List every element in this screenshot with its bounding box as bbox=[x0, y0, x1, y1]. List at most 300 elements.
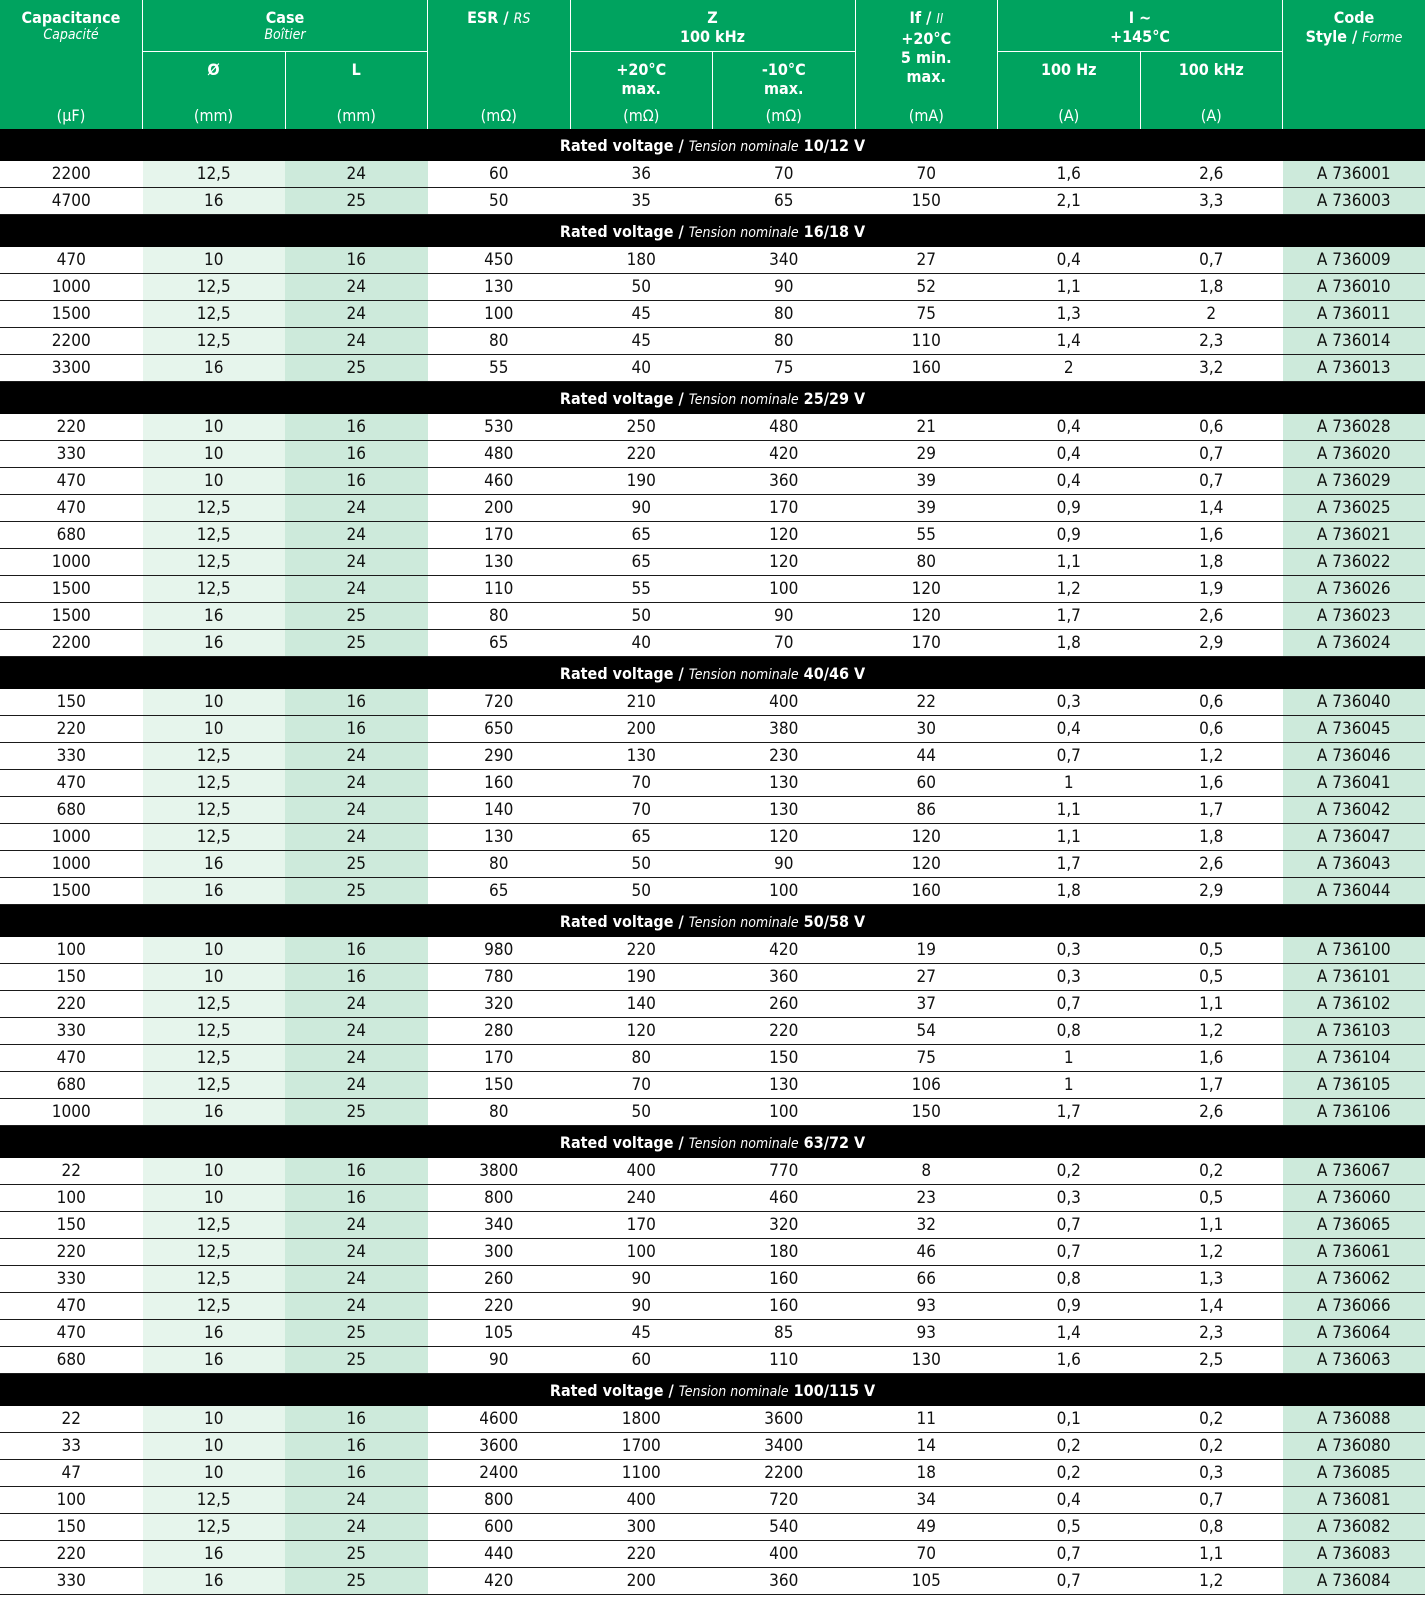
cell-capacitance: 680 bbox=[0, 1347, 143, 1374]
cell-esr: 130 bbox=[428, 549, 571, 576]
cell-capacitance: 330 bbox=[0, 441, 143, 468]
cell-case-diameter: 10 bbox=[143, 441, 286, 468]
table-row bbox=[0, 414, 1425, 441]
cell-z-minus10c: 150 bbox=[713, 1045, 856, 1072]
cell-z-minus10c: 360 bbox=[713, 468, 856, 495]
cell-z-20c: 90 bbox=[570, 495, 713, 522]
cell-code: A 736011 bbox=[1283, 301, 1425, 328]
table-row bbox=[0, 797, 1425, 824]
cell-i-100hz: 1 bbox=[998, 1072, 1141, 1099]
cell-case-diameter: 16 bbox=[143, 1320, 286, 1347]
cell-esr: 800 bbox=[428, 1185, 571, 1212]
cell-case-diameter: 10 bbox=[143, 1185, 286, 1212]
cell-esr: 420 bbox=[428, 1568, 571, 1595]
cell-if-current: 150 bbox=[855, 1099, 998, 1126]
cell-i-100khz: 2,6 bbox=[1140, 161, 1283, 188]
section-label: Rated voltage / bbox=[559, 911, 684, 931]
cell-esr: 170 bbox=[428, 522, 571, 549]
cell-z-minus10c: 220 bbox=[713, 1018, 856, 1045]
cell-capacitance: 22 bbox=[0, 1406, 143, 1433]
cell-if-current: 120 bbox=[855, 851, 998, 878]
cell-z-minus10c: 85 bbox=[713, 1320, 856, 1347]
table-row bbox=[0, 1320, 1425, 1347]
cell-code: A 736021 bbox=[1283, 522, 1425, 549]
cell-z-minus10c: 400 bbox=[713, 689, 856, 716]
cell-if-current: 8 bbox=[855, 1158, 998, 1185]
cell-i-100hz: 0,7 bbox=[998, 743, 1141, 770]
cell-capacitance: 470 bbox=[0, 1045, 143, 1072]
cell-case-length: 16 bbox=[285, 468, 428, 495]
cell-case-length: 16 bbox=[285, 937, 428, 964]
cell-case-length: 25 bbox=[285, 1347, 428, 1374]
cell-capacitance: 220 bbox=[0, 1541, 143, 1568]
header-case-title: Case bbox=[265, 8, 305, 27]
cell-case-diameter: 16 bbox=[143, 630, 286, 657]
cell-z-20c: 50 bbox=[570, 603, 713, 630]
section-title bbox=[0, 215, 1425, 248]
cell-esr: 2400 bbox=[428, 1460, 571, 1487]
cell-if-current: 22 bbox=[855, 689, 998, 716]
cell-if-current: 14 bbox=[855, 1433, 998, 1460]
cell-if-current: 18 bbox=[855, 1460, 998, 1487]
header-if-temp: +20°C bbox=[901, 29, 952, 48]
cell-if-current: 93 bbox=[855, 1320, 998, 1347]
table-row bbox=[0, 630, 1425, 657]
cell-capacitance: 1000 bbox=[0, 851, 143, 878]
cell-capacitance: 150 bbox=[0, 964, 143, 991]
section-title bbox=[0, 905, 1425, 938]
cell-if-current: 11 bbox=[855, 1406, 998, 1433]
table-row bbox=[0, 878, 1425, 905]
header-capacitance-unit: (µF) bbox=[56, 106, 86, 125]
section-voltage: 25/29 V bbox=[803, 388, 866, 408]
cell-capacitance: 330 bbox=[0, 743, 143, 770]
cell-i-100hz: 0,4 bbox=[998, 247, 1141, 274]
table-row bbox=[0, 247, 1425, 274]
section-voltage: 40/46 V bbox=[803, 663, 866, 683]
header-if-max: max. bbox=[906, 67, 946, 86]
cell-i-100hz: 1,1 bbox=[998, 549, 1141, 576]
header-i-100hz-unit: (A) bbox=[1058, 106, 1080, 125]
table-row bbox=[0, 468, 1425, 495]
section-label-fr: Tension nominale bbox=[688, 391, 799, 408]
cell-case-length: 16 bbox=[285, 716, 428, 743]
cell-esr: 65 bbox=[428, 878, 571, 905]
cell-code: A 736044 bbox=[1283, 878, 1425, 905]
cell-esr: 130 bbox=[428, 824, 571, 851]
section-label: Rated voltage / bbox=[549, 1380, 674, 1400]
table-row bbox=[0, 716, 1425, 743]
cell-i-100khz: 0,5 bbox=[1140, 964, 1283, 991]
cell-code: A 736100 bbox=[1283, 937, 1425, 964]
header-case-diameter-label: Ø bbox=[207, 60, 220, 79]
cell-esr: 80 bbox=[428, 851, 571, 878]
cell-z-20c: 220 bbox=[570, 441, 713, 468]
cell-i-100khz: 0,2 bbox=[1140, 1406, 1283, 1433]
cell-capacitance: 470 bbox=[0, 495, 143, 522]
cell-z-20c: 200 bbox=[570, 1568, 713, 1595]
cell-case-length: 16 bbox=[285, 1460, 428, 1487]
cell-case-diameter: 12,5 bbox=[143, 301, 286, 328]
cell-case-diameter: 16 bbox=[143, 1099, 286, 1126]
cell-i-100hz: 0,7 bbox=[998, 1541, 1141, 1568]
section-title bbox=[0, 657, 1425, 690]
header-i-100khz bbox=[1140, 52, 1283, 130]
cell-i-100khz: 2,9 bbox=[1140, 630, 1283, 657]
cell-i-100khz: 2,3 bbox=[1140, 328, 1283, 355]
cell-i-100khz: 0,2 bbox=[1140, 1433, 1283, 1460]
cell-i-100khz: 1,1 bbox=[1140, 1212, 1283, 1239]
cell-i-100hz: 0,5 bbox=[998, 1514, 1141, 1541]
cell-code: A 736009 bbox=[1283, 247, 1425, 274]
cell-i-100hz: 0,7 bbox=[998, 1239, 1141, 1266]
cell-i-100hz: 1,7 bbox=[998, 603, 1141, 630]
header-code-forme: Forme bbox=[1362, 30, 1403, 46]
cell-if-current: 60 bbox=[855, 770, 998, 797]
cell-case-diameter: 12,5 bbox=[143, 991, 286, 1018]
cell-z-20c: 60 bbox=[570, 1347, 713, 1374]
cell-i-100khz: 0,3 bbox=[1140, 1460, 1283, 1487]
cell-z-minus10c: 120 bbox=[713, 549, 856, 576]
cell-esr: 600 bbox=[428, 1514, 571, 1541]
cell-esr: 80 bbox=[428, 603, 571, 630]
cell-z-20c: 90 bbox=[570, 1293, 713, 1320]
cell-z-minus10c: 540 bbox=[713, 1514, 856, 1541]
header-z-minus10c-unit: (mΩ) bbox=[765, 106, 802, 125]
cell-case-length: 25 bbox=[285, 1099, 428, 1126]
cell-z-minus10c: 160 bbox=[713, 1293, 856, 1320]
table-row bbox=[0, 328, 1425, 355]
table-row bbox=[0, 549, 1425, 576]
cell-code: A 736088 bbox=[1283, 1406, 1425, 1433]
cell-capacitance: 220 bbox=[0, 716, 143, 743]
header-i-100khz-label: 100 kHz bbox=[1178, 60, 1244, 79]
cell-esr: 650 bbox=[428, 716, 571, 743]
table-row bbox=[0, 274, 1425, 301]
cell-case-diameter: 10 bbox=[143, 689, 286, 716]
header-i-100khz-unit: (A) bbox=[1200, 106, 1222, 125]
cell-case-length: 24 bbox=[285, 770, 428, 797]
cell-z-20c: 300 bbox=[570, 1514, 713, 1541]
cell-code: A 736047 bbox=[1283, 824, 1425, 851]
header-code-style: Style / bbox=[1305, 27, 1358, 46]
cell-code: A 736103 bbox=[1283, 1018, 1425, 1045]
cell-i-100hz: 1,6 bbox=[998, 161, 1141, 188]
cell-case-diameter: 16 bbox=[143, 1347, 286, 1374]
cell-case-length: 24 bbox=[285, 1212, 428, 1239]
cell-code: A 736042 bbox=[1283, 797, 1425, 824]
cell-esr: 150 bbox=[428, 1072, 571, 1099]
cell-i-100hz: 1,3 bbox=[998, 301, 1141, 328]
cell-case-diameter: 10 bbox=[143, 1406, 286, 1433]
cell-z-20c: 36 bbox=[570, 161, 713, 188]
cell-i-100hz: 0,3 bbox=[998, 937, 1141, 964]
table-row bbox=[0, 1185, 1425, 1212]
table-row bbox=[0, 1487, 1425, 1514]
cell-i-100khz: 1,2 bbox=[1140, 743, 1283, 770]
cell-z-20c: 1100 bbox=[570, 1460, 713, 1487]
section-label: Rated voltage / bbox=[559, 388, 684, 408]
cell-z-20c: 120 bbox=[570, 1018, 713, 1045]
cell-case-diameter: 12,5 bbox=[143, 1018, 286, 1045]
cell-case-length: 16 bbox=[285, 1185, 428, 1212]
cell-code: A 736029 bbox=[1283, 468, 1425, 495]
cell-i-100hz: 1,4 bbox=[998, 328, 1141, 355]
cell-capacitance: 220 bbox=[0, 1239, 143, 1266]
cell-i-100khz: 1,1 bbox=[1140, 1541, 1283, 1568]
table-row bbox=[0, 770, 1425, 797]
cell-capacitance: 4700 bbox=[0, 188, 143, 215]
cell-if-current: 39 bbox=[855, 495, 998, 522]
cell-z-minus10c: 230 bbox=[713, 743, 856, 770]
cell-case-length: 16 bbox=[285, 441, 428, 468]
cell-case-length: 24 bbox=[285, 495, 428, 522]
table-row bbox=[0, 964, 1425, 991]
cell-case-length: 24 bbox=[285, 576, 428, 603]
cell-case-length: 25 bbox=[285, 630, 428, 657]
cell-case-diameter: 12,5 bbox=[143, 161, 286, 188]
cell-i-100khz: 3,3 bbox=[1140, 188, 1283, 215]
cell-z-minus10c: 65 bbox=[713, 188, 856, 215]
header-z-20c-unit: (mΩ) bbox=[623, 106, 660, 125]
cell-i-100khz: 1,9 bbox=[1140, 576, 1283, 603]
header-code-title: Code bbox=[1333, 8, 1375, 27]
cell-z-20c: 65 bbox=[570, 522, 713, 549]
cell-code: A 736043 bbox=[1283, 851, 1425, 878]
cell-code: A 736013 bbox=[1283, 355, 1425, 382]
cell-i-100khz: 2,6 bbox=[1140, 1099, 1283, 1126]
cell-case-length: 24 bbox=[285, 161, 428, 188]
cell-if-current: 120 bbox=[855, 824, 998, 851]
cell-capacitance: 150 bbox=[0, 689, 143, 716]
header-if-sub: Il bbox=[936, 12, 944, 27]
cell-z-minus10c: 90 bbox=[713, 274, 856, 301]
section-header bbox=[0, 129, 1425, 161]
cell-z-20c: 180 bbox=[570, 247, 713, 274]
table-row bbox=[0, 301, 1425, 328]
cell-z-20c: 70 bbox=[570, 770, 713, 797]
cell-i-100hz: 0,9 bbox=[998, 1293, 1141, 1320]
cell-code: A 736060 bbox=[1283, 1185, 1425, 1212]
cell-z-20c: 50 bbox=[570, 274, 713, 301]
cell-capacitance: 470 bbox=[0, 247, 143, 274]
cell-capacitance: 2200 bbox=[0, 161, 143, 188]
cell-capacitance: 220 bbox=[0, 414, 143, 441]
cell-capacitance: 150 bbox=[0, 1212, 143, 1239]
cell-z-minus10c: 420 bbox=[713, 441, 856, 468]
cell-case-length: 25 bbox=[285, 1541, 428, 1568]
cell-capacitance: 2200 bbox=[0, 328, 143, 355]
cell-z-20c: 210 bbox=[570, 689, 713, 716]
section-header bbox=[0, 657, 1425, 690]
section-voltage: 10/12 V bbox=[803, 135, 866, 155]
cell-if-current: 54 bbox=[855, 1018, 998, 1045]
cell-if-current: 120 bbox=[855, 603, 998, 630]
cell-z-20c: 40 bbox=[570, 355, 713, 382]
cell-i-100hz: 0,2 bbox=[998, 1158, 1141, 1185]
cell-z-minus10c: 380 bbox=[713, 716, 856, 743]
cell-if-current: 75 bbox=[855, 301, 998, 328]
cell-z-minus10c: 360 bbox=[713, 1568, 856, 1595]
cell-code: A 736020 bbox=[1283, 441, 1425, 468]
cell-esr: 300 bbox=[428, 1239, 571, 1266]
cell-z-20c: 200 bbox=[570, 716, 713, 743]
section-label: Rated voltage / bbox=[559, 663, 684, 683]
cell-i-100khz: 1,6 bbox=[1140, 522, 1283, 549]
cell-if-current: 170 bbox=[855, 630, 998, 657]
cell-i-100khz: 2 bbox=[1140, 301, 1283, 328]
cell-capacitance: 150 bbox=[0, 1514, 143, 1541]
cell-i-100hz: 1,1 bbox=[998, 274, 1141, 301]
cell-case-length: 16 bbox=[285, 689, 428, 716]
cell-i-100hz: 1,8 bbox=[998, 878, 1141, 905]
cell-case-length: 24 bbox=[285, 797, 428, 824]
cell-z-20c: 40 bbox=[570, 630, 713, 657]
cell-case-length: 25 bbox=[285, 851, 428, 878]
cell-esr: 3600 bbox=[428, 1433, 571, 1460]
table-row bbox=[0, 937, 1425, 964]
cell-capacitance: 680 bbox=[0, 522, 143, 549]
cell-z-20c: 250 bbox=[570, 414, 713, 441]
cell-code: A 736040 bbox=[1283, 689, 1425, 716]
table-body bbox=[0, 129, 1425, 1595]
cell-i-100khz: 1,6 bbox=[1140, 770, 1283, 797]
table-row bbox=[0, 1266, 1425, 1293]
cell-case-diameter: 16 bbox=[143, 603, 286, 630]
cell-capacitance: 1500 bbox=[0, 301, 143, 328]
cell-i-100hz: 0,2 bbox=[998, 1433, 1141, 1460]
cell-esr: 4600 bbox=[428, 1406, 571, 1433]
cell-i-100khz: 2,6 bbox=[1140, 603, 1283, 630]
section-label-fr: Tension nominale bbox=[678, 1383, 789, 1400]
cell-code: A 736001 bbox=[1283, 161, 1425, 188]
cell-z-20c: 140 bbox=[570, 991, 713, 1018]
cell-esr: 980 bbox=[428, 937, 571, 964]
cell-i-100hz: 0,3 bbox=[998, 689, 1141, 716]
header-z-20c-label: +20°C bbox=[616, 60, 667, 79]
cell-z-minus10c: 3600 bbox=[713, 1406, 856, 1433]
table-row bbox=[0, 1568, 1425, 1595]
cell-i-100khz: 1,2 bbox=[1140, 1018, 1283, 1045]
cell-case-length: 24 bbox=[285, 274, 428, 301]
cell-z-minus10c: 130 bbox=[713, 770, 856, 797]
cell-z-20c: 170 bbox=[570, 1212, 713, 1239]
table-row bbox=[0, 1158, 1425, 1185]
cell-if-current: 29 bbox=[855, 441, 998, 468]
header-i bbox=[998, 0, 1283, 52]
cell-case-length: 16 bbox=[285, 1433, 428, 1460]
cell-z-20c: 1800 bbox=[570, 1406, 713, 1433]
header-case-sub: Boîtier bbox=[264, 27, 306, 43]
cell-if-current: 55 bbox=[855, 522, 998, 549]
cell-case-diameter: 16 bbox=[143, 1568, 286, 1595]
cell-i-100hz: 0,4 bbox=[998, 1487, 1141, 1514]
cell-case-diameter: 12,5 bbox=[143, 797, 286, 824]
cell-case-length: 24 bbox=[285, 1514, 428, 1541]
header-i-100hz-label: 100 Hz bbox=[1041, 60, 1097, 79]
table-row bbox=[0, 576, 1425, 603]
section-label-fr: Tension nominale bbox=[688, 666, 799, 683]
cell-code: A 736025 bbox=[1283, 495, 1425, 522]
cell-capacitance: 680 bbox=[0, 797, 143, 824]
header-if bbox=[855, 0, 998, 129]
header-z bbox=[570, 0, 855, 52]
table-row bbox=[0, 355, 1425, 382]
cell-z-20c: 400 bbox=[570, 1158, 713, 1185]
cell-esr: 65 bbox=[428, 630, 571, 657]
cell-z-20c: 65 bbox=[570, 824, 713, 851]
table-row bbox=[0, 991, 1425, 1018]
cell-z-minus10c: 3400 bbox=[713, 1433, 856, 1460]
cell-code: A 736061 bbox=[1283, 1239, 1425, 1266]
cell-code: A 736065 bbox=[1283, 1212, 1425, 1239]
cell-case-length: 24 bbox=[285, 301, 428, 328]
cell-i-100khz: 3,2 bbox=[1140, 355, 1283, 382]
cell-code: A 736080 bbox=[1283, 1433, 1425, 1460]
cell-z-minus10c: 130 bbox=[713, 1072, 856, 1099]
cell-if-current: 86 bbox=[855, 797, 998, 824]
cell-case-length: 24 bbox=[285, 1045, 428, 1072]
header-case-diameter bbox=[143, 52, 286, 130]
section-header bbox=[0, 382, 1425, 415]
cell-i-100khz: 0,2 bbox=[1140, 1158, 1283, 1185]
cell-case-diameter: 10 bbox=[143, 1433, 286, 1460]
cell-case-diameter: 10 bbox=[143, 716, 286, 743]
cell-z-20c: 70 bbox=[570, 1072, 713, 1099]
cell-esr: 460 bbox=[428, 468, 571, 495]
cell-capacitance: 470 bbox=[0, 1293, 143, 1320]
cell-esr: 60 bbox=[428, 161, 571, 188]
cell-z-minus10c: 70 bbox=[713, 161, 856, 188]
cell-i-100khz: 1,2 bbox=[1140, 1568, 1283, 1595]
cell-code: A 736083 bbox=[1283, 1541, 1425, 1568]
header-i-100hz bbox=[998, 52, 1141, 130]
cell-capacitance: 1500 bbox=[0, 878, 143, 905]
cell-esr: 140 bbox=[428, 797, 571, 824]
cell-esr: 530 bbox=[428, 414, 571, 441]
cell-i-100khz: 1,7 bbox=[1140, 1072, 1283, 1099]
header-capacitance-title: Capacitance bbox=[21, 8, 121, 27]
cell-z-minus10c: 80 bbox=[713, 301, 856, 328]
cell-z-20c: 220 bbox=[570, 937, 713, 964]
cell-case-diameter: 16 bbox=[143, 878, 286, 905]
cell-i-100hz: 1,1 bbox=[998, 824, 1141, 851]
cell-case-diameter: 12,5 bbox=[143, 495, 286, 522]
section-header bbox=[0, 905, 1425, 938]
cell-code: A 736101 bbox=[1283, 964, 1425, 991]
cell-i-100hz: 1 bbox=[998, 770, 1141, 797]
cell-z-minus10c: 260 bbox=[713, 991, 856, 1018]
cell-case-length: 24 bbox=[285, 1487, 428, 1514]
cell-esr: 200 bbox=[428, 495, 571, 522]
table-row bbox=[0, 1045, 1425, 1072]
cell-code: A 736067 bbox=[1283, 1158, 1425, 1185]
cell-case-length: 16 bbox=[285, 414, 428, 441]
cell-z-minus10c: 400 bbox=[713, 1541, 856, 1568]
cell-case-length: 16 bbox=[285, 247, 428, 274]
cell-i-100hz: 0,4 bbox=[998, 441, 1141, 468]
cell-case-diameter: 12,5 bbox=[143, 328, 286, 355]
cell-esr: 105 bbox=[428, 1320, 571, 1347]
cell-z-minus10c: 90 bbox=[713, 603, 856, 630]
cell-case-diameter: 10 bbox=[143, 468, 286, 495]
header-esr-title: ESR / bbox=[467, 8, 509, 27]
cell-if-current: 39 bbox=[855, 468, 998, 495]
cell-i-100hz: 2,1 bbox=[998, 188, 1141, 215]
cell-i-100hz: 0,7 bbox=[998, 1568, 1141, 1595]
cell-z-minus10c: 2200 bbox=[713, 1460, 856, 1487]
cell-capacitance: 22 bbox=[0, 1158, 143, 1185]
